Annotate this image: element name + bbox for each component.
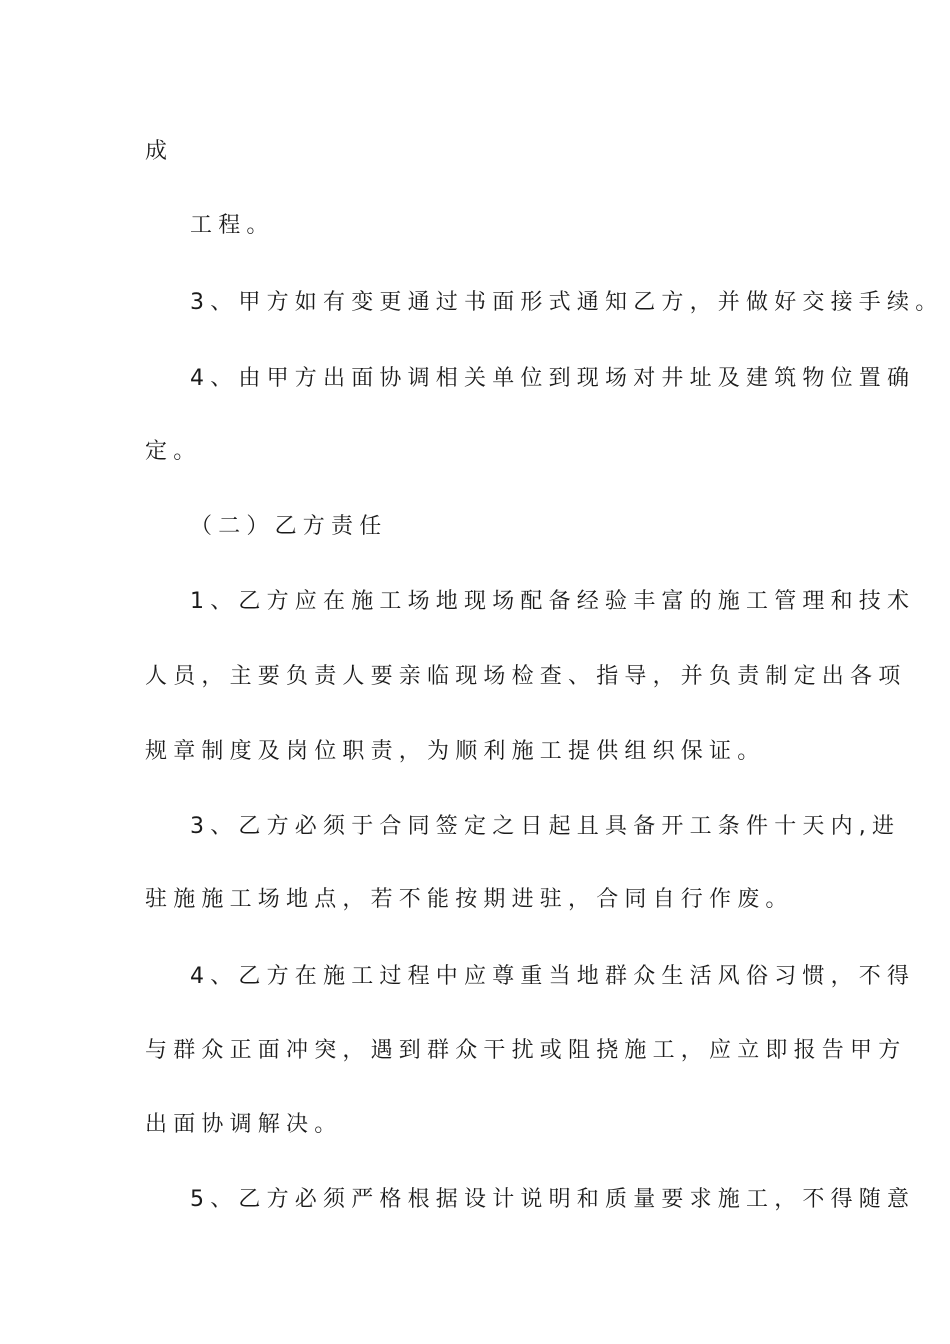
text-line: 5、乙方必须严格根据设计说明和质量要求施工，不得随意 (190, 1187, 916, 1212)
text-line: 定。 (145, 439, 202, 464)
text-line: 3、乙方必须于合同签定之日起且具备开工条件十天内,进 (190, 814, 901, 839)
text-line: 1、乙方应在施工场地现场配备经验丰富的施工管理和技术 (190, 589, 916, 614)
text-line: 人员，主要负责人要亲临现场检查、指导，并负责制定出各项 (145, 664, 907, 689)
text-line: 规章制度及岗位职责，为顺利施工提供组织保证。 (145, 739, 766, 764)
text-line: 工程。 (190, 213, 275, 238)
section-heading: （二）乙方责任 (190, 514, 388, 539)
text-line: 驻施施工场地点，若不能按期进驻，合同自行作废。 (145, 887, 794, 912)
text-line: 4、由甲方出面协调相关单位到现场对井址及建筑物位置确 (190, 366, 916, 391)
text-line: 3、甲方如有变更通过书面形式通知乙方，并做好交接手续。 (190, 290, 944, 315)
text-line: 成 (145, 139, 174, 164)
text-line: 出面协调解决。 (145, 1112, 343, 1137)
text-line: 与群众正面冲突，遇到群众干扰或阻挠施工，应立即报告甲方 (145, 1038, 907, 1063)
text-line: 4、乙方在施工过程中应尊重当地群众生活风俗习惯，不得 (190, 964, 916, 989)
